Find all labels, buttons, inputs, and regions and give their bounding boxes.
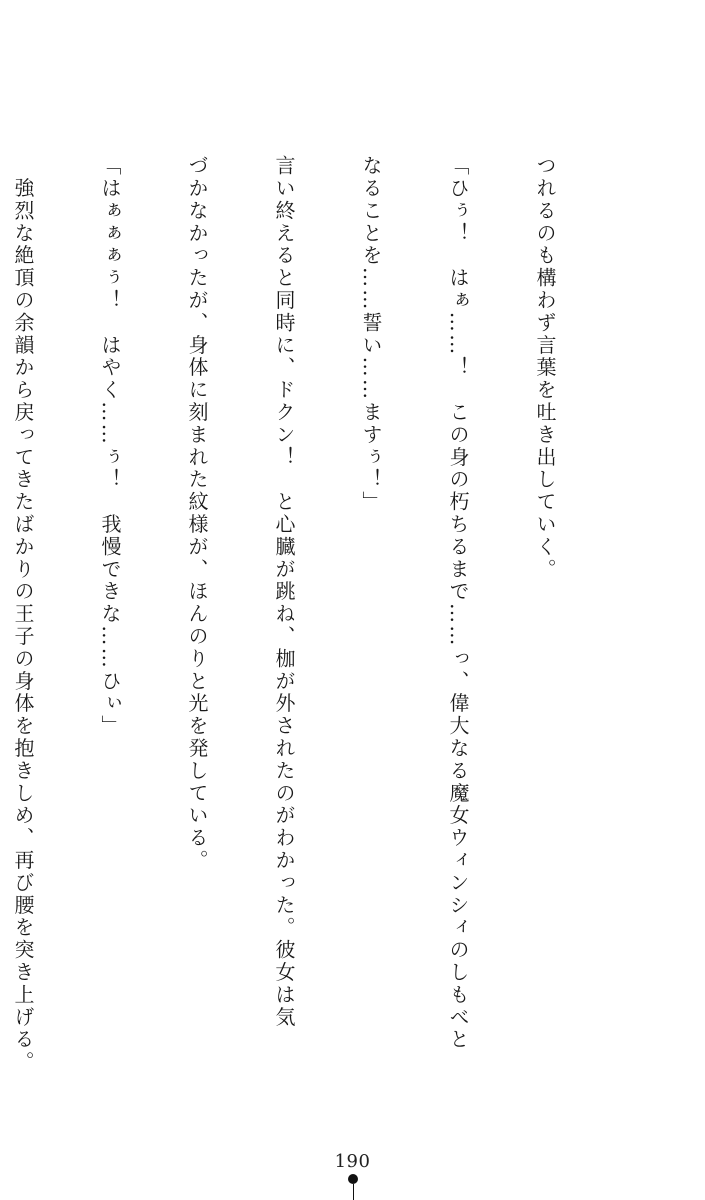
folio-dot bbox=[348, 1174, 358, 1184]
text-line: 強烈な絶頂の余韻から戻ってきたばかりの王子の身体を抱きしめ、再び腰を突き上げる。 bbox=[11, 155, 35, 1074]
text-line: なることを……誓い……ますぅ！」 bbox=[359, 155, 383, 514]
text-line: づかなかったが、身体に刻まれた紋様が、ほんのりと光を発している。 bbox=[185, 155, 209, 872]
text-line: 「ひぅ！ はぁ……！ この身の朽ちるまで……っ、偉大なる魔女ウィンシィのしもべと bbox=[446, 155, 470, 1051]
page-number: 190 bbox=[334, 1151, 371, 1172]
text-line: つれるのも構わず言葉を吐き出していく。 bbox=[533, 155, 557, 581]
folio-stem bbox=[353, 1184, 354, 1200]
text-line: 「はぁぁぁぅ！ はやく……ぅ！ 我慢できな……ひぃ」 bbox=[98, 155, 122, 738]
folio-ornament-icon bbox=[347, 1174, 359, 1200]
text-line: 言い終えると同時に、ドクン！ と心臓が跳ね、枷が外されたのがわかった。彼女は気 bbox=[272, 155, 296, 1029]
vertical-text-body bbox=[11, 155, 617, 1074]
